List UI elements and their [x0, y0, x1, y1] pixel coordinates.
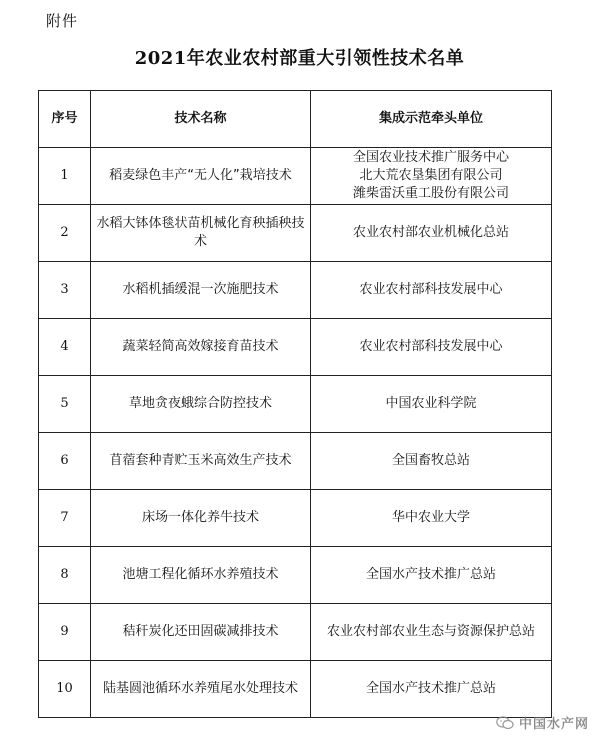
- row-number: 7: [39, 490, 91, 547]
- lead-unit: 华中农业大学: [391, 510, 470, 525]
- table-row: [39, 547, 552, 604]
- row-number: 1: [39, 148, 91, 205]
- lead-unit-cell: [311, 433, 552, 490]
- lead-unit: 农业农村部科技发展中心: [359, 339, 503, 354]
- document-title: 2021年农业农村部重大引领性技术名单: [134, 48, 465, 69]
- watermark: [496, 713, 589, 732]
- lead-unit-cell: [311, 148, 552, 205]
- technology-name: 秸秆炭化还田固碳减排技术: [91, 604, 311, 661]
- lead-unit-cell: [311, 661, 552, 718]
- header-no: 序号: [39, 91, 91, 148]
- attachment-label: 附件: [46, 12, 79, 30]
- technology-name: 水稻大钵体毯状苗机械化育秧插秧技术: [91, 205, 311, 262]
- lead-unit: 全国水产技术推广总站: [365, 681, 496, 696]
- technology-name: 蔬菜轻简高效嫁接育苗技术: [91, 319, 311, 376]
- lead-unit-cell: [311, 319, 552, 376]
- watermark-text: 中国水产网: [518, 717, 589, 732]
- table-row: [39, 319, 552, 376]
- lead-unit-cell: [311, 490, 552, 547]
- lead-unit: 农业农村部科技发展中心: [359, 282, 503, 297]
- technology-name: 稻麦绿色丰产“无人化”栽培技术: [91, 148, 311, 205]
- wechat-icon: [496, 716, 514, 730]
- table-row: [39, 205, 552, 262]
- table-row: [39, 661, 552, 718]
- lead-unit: 全国水产技术推广总站: [365, 567, 496, 582]
- header-name: 技术名称: [91, 91, 311, 148]
- lead-unit-cell: [311, 205, 552, 262]
- row-number: 4: [39, 319, 91, 376]
- table-header-row: [39, 91, 552, 148]
- lead-unit-cell: [311, 262, 552, 319]
- table-row: [39, 148, 552, 205]
- table-row: [39, 490, 552, 547]
- table-row: [39, 376, 552, 433]
- row-number: 9: [39, 604, 91, 661]
- lead-unit-cell: [311, 376, 552, 433]
- lead-unit: 潍柴雷沃重工股份有限公司: [352, 186, 509, 201]
- row-number: 6: [39, 433, 91, 490]
- header-unit: 集成示范牵头单位: [311, 91, 552, 148]
- lead-unit: 全国农业技术推广服务中心: [352, 150, 509, 165]
- lead-unit-cell: [311, 604, 552, 661]
- row-number: 5: [39, 376, 91, 433]
- technology-name: 苜蓿套种青贮玉米高效生产技术: [91, 433, 311, 490]
- technology-name: 陆基圆池循环水养殖尾水处理技术: [91, 661, 311, 718]
- table-row: [39, 262, 552, 319]
- lead-unit: 农业农村部农业机械化总站: [352, 225, 509, 240]
- lead-unit: 全国畜牧总站: [391, 453, 470, 468]
- lead-unit: 农业农村部农业生态与资源保护总站: [326, 624, 535, 639]
- row-number: 2: [39, 205, 91, 262]
- technology-name: 床场一体化养牛技术: [91, 490, 311, 547]
- lead-unit: 北大荒农垦集团有限公司: [359, 168, 503, 183]
- technology-name: 草地贪夜蛾综合防控技术: [91, 376, 311, 433]
- technology-table: [38, 90, 552, 718]
- table-row: [39, 604, 552, 661]
- row-number: 3: [39, 262, 91, 319]
- technology-name: 水稻机插缓混一次施肥技术: [91, 262, 311, 319]
- technology-name: 池塘工程化循环水养殖技术: [91, 547, 311, 604]
- lead-unit: 中国农业科学院: [385, 396, 477, 411]
- table-row: [39, 433, 552, 490]
- row-number: 8: [39, 547, 91, 604]
- row-number: 10: [39, 661, 91, 718]
- lead-unit-cell: [311, 547, 552, 604]
